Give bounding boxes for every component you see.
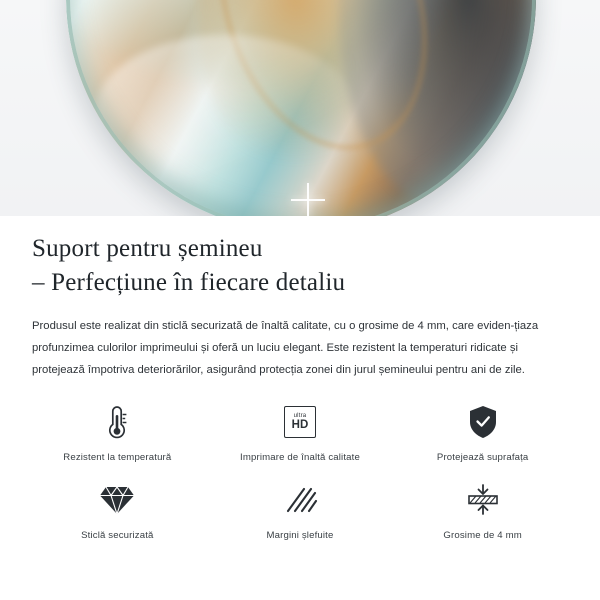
feature-item-polished-edges [209, 477, 392, 541]
feature-label: Rezistent la temperatură [63, 452, 172, 464]
feature-item-thickness [391, 477, 574, 541]
polished-edges-icon [277, 477, 323, 523]
feature-label: Grosime de 4 mm [443, 530, 522, 542]
thermometer-icon [94, 399, 140, 445]
feature-label: Margini șlefuite [266, 530, 334, 542]
ultra-hd-badge-bottom: HD [291, 418, 309, 431]
thickness-icon [460, 477, 506, 523]
ultra-hd-badge-top: ultra [293, 412, 307, 419]
headline-line-1: Suport pentru șemineu [32, 235, 263, 262]
feature-item-surface-protection [391, 399, 574, 463]
feature-label: Sticlă securizată [81, 530, 154, 542]
content-block [0, 216, 600, 541]
shield-check-icon [460, 399, 506, 445]
feature-label: Protejează suprafața [436, 452, 529, 464]
feature-label: Imprimare de înaltă calitate [240, 452, 360, 464]
feature-item-tempered-glass [26, 477, 209, 541]
description-paragraph: Produsul este realizat din sticlă securizată de înaltă calitate, cu o grosime de 4 mm, care eviden-țiaza profunzimea culorilor imprimeului și oferă un luciu elegant. Este rezistent la temperaturi ridicate și protejează împotriva deteriorărilor, asigurând protecția zonei din jurul șemineului pentru ani de zile. [32, 320, 539, 377]
page-title [32, 232, 552, 299]
diamond-icon [94, 477, 140, 523]
feature-item-temperature [26, 399, 209, 463]
feature-item-print-quality [209, 399, 392, 463]
hero-image [0, 0, 600, 216]
headline-line-2: – Perfecțiune în fiecare detaliu [32, 268, 346, 296]
feature-grid [0, 399, 600, 541]
ultra-hd-icon [277, 399, 323, 445]
